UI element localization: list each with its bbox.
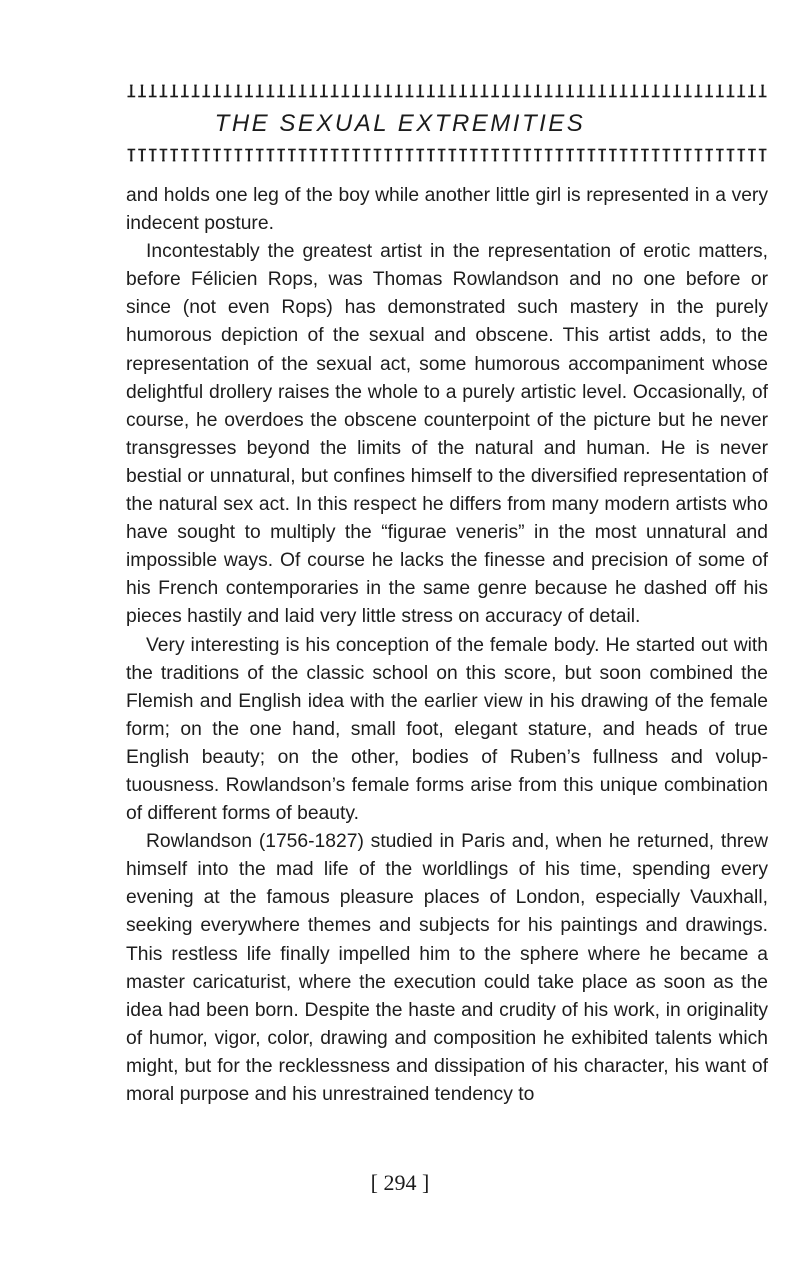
bottom-ornament-pattern: [126, 148, 768, 162]
page-number: [ 294 ]: [370, 1170, 430, 1195]
running-head: THE SEXUAL EXTREMITIES: [214, 110, 586, 137]
paragraph: and holds one leg of the boy while another little girl is represented in a very indecent posture.: [126, 185, 768, 235]
bottom-ornament-rule: [126, 148, 768, 162]
paragraph: Very interesting is his conception of the female body. He started out with the traditions of the classic school on this score, but soon combined the Flemish and English idea with the earlier view in his drawing of the female form; on the one hand, small foot, elegant stature, and heads of true English beauty; on the other, bodies of Ruben’s fullness and voluptuousness. Rowlandson’s female forms arise from this unique combination of different forms of beauty.: [126, 634, 768, 825]
paragraph: Incontestably the greatest artist in the representation of erotic matters, before Félicien Rops, was Thomas Rowlandson and no one before or since (not even Rops) has demonstrated such mastery in the purely humorous depiction of the sexual and obscene. This artist adds, to the representation of the sexual act, some humorous accompaniment whose delightful drollery raises the whole to a purely artistic level. Occasionally, of course, he overdoes the obscene counterpoint of the picture but he never transgresses beyond the limits of the natural and human. He is never bestial or unnatural, but confines himself to the diversified representation of the natural sex act. In this respect he differs from many modern artists who have sought to multiply the “figurae veneris” in the most unnatural and impossible ways. Of course he lacks the finesse and precision of some of his French contemporaries in the same genre because he dashed off his pieces hastily and laid very little stress on accuracy of detail.: [126, 241, 768, 628]
body-text: [126, 182, 768, 1109]
paragraph: Rowlandson (1756-1827) studied in Paris and, when he returned, threw himself into the mad life of the worldlings of his time, spending every evening at the famous pleasure places of London, especially Vauxhall, seeking everywhere themes and subjects for his paintings and drawings. This restless life finally impelled him to the sphere where he became a master caricaturist, where the execution could take place as soon as the idea had been born. Despite the haste and crudity of his work, in originality of humor, vigor, color, drawing and composition he exhibited talents which might, but for the recklessness and dissipation of his character, his want of moral purpose and his unrestrained tendency to: [126, 831, 768, 1105]
top-ornament-pattern: [126, 84, 768, 98]
top-ornament-rule: [126, 84, 768, 98]
